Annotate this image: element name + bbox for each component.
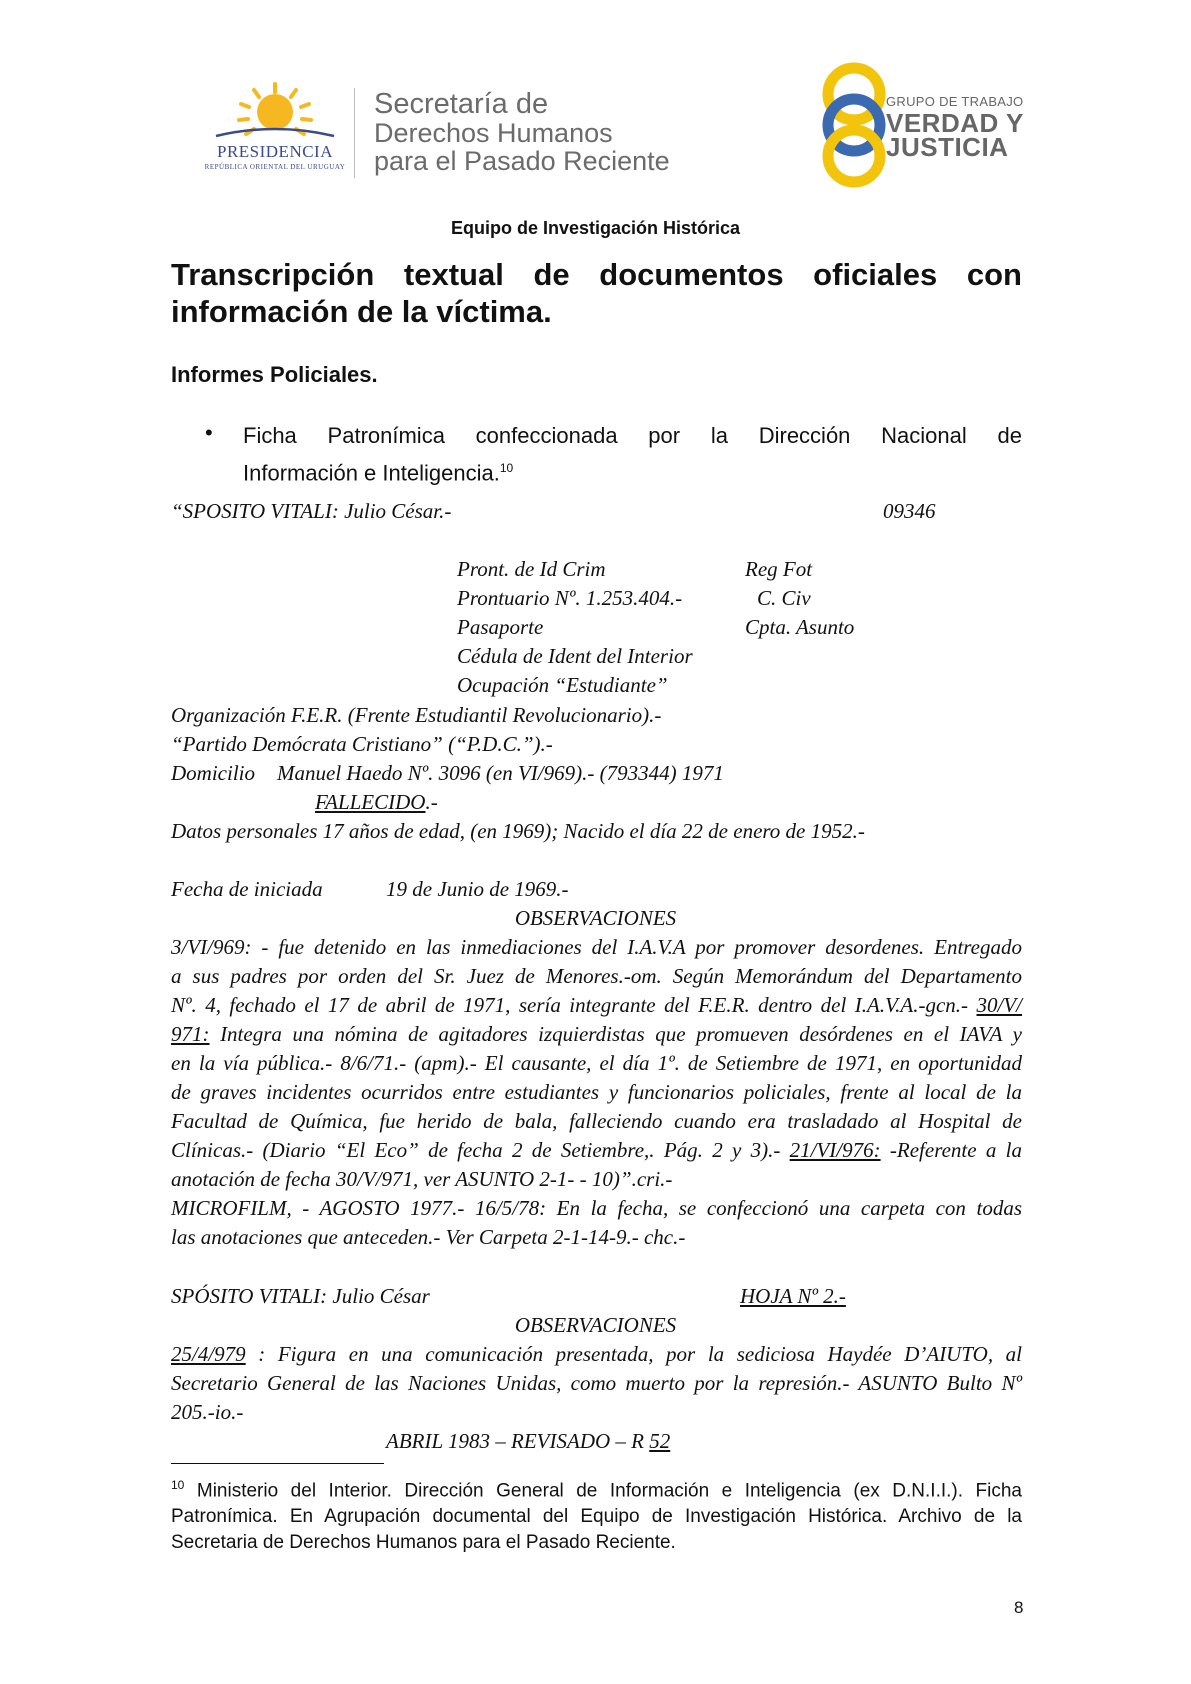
revisado-text: ABRIL 1983 – REVISADO – R (386, 1429, 644, 1453)
obs-line: MICROFILM, - AGOSTO 1977.- 16/5/78: En la fecha, se confeccionó una carpeta con todas (171, 1196, 1022, 1220)
doc-field: Prontuario Nº. 1.253.404.- (457, 586, 683, 610)
obs-line (171, 1020, 1022, 1049)
doc-datos: Datos personales 17 años de edad, (en 1969); Nacido el día 22 de enero de 1952.- (171, 819, 865, 843)
obs-line (171, 1136, 1022, 1165)
doc-field: Pront. de Id Crim (457, 557, 606, 581)
obs-date: 25/4/979 (171, 1342, 246, 1366)
doc-observaciones-2 (171, 1340, 1022, 1427)
sun-icon (239, 84, 311, 134)
doc-hoja-number: HOJA Nº 2.- (740, 1284, 846, 1308)
secretaria-line-2: Derechos Humanos (374, 118, 613, 148)
page-title (171, 256, 1022, 330)
bullet-text (243, 420, 1022, 489)
obs-line: Facultad de Química, fue herido de bala, falleciendo cuando era trasladado al Hospital de (171, 1109, 1022, 1133)
bullet-line-2: Información e Inteligencia. (243, 460, 500, 486)
secretaria-line-3: para el Pasado Reciente (374, 146, 670, 176)
doc-domicilio-value: Manuel Haedo Nº. 3096 (en VI/969).- (793344) 1971 (277, 761, 724, 785)
obs-line: las anotaciones que anteceden.- Ver Carpeta 2-1-14-9.- chc.- (171, 1225, 686, 1249)
bullet-line-1: Ficha Patronímica confeccionada por la Dirección Nacional de (243, 423, 1022, 448)
obs-line: Secretario General de las Naciones Unidas, como muerto por la represión.- ASUNTO Bulto Nº (171, 1371, 1022, 1395)
obs-segment: Integra una nómina de agitadores izquierdistas que promueven desórdenes en el IAVA y (209, 1022, 1022, 1046)
logo-divider (354, 88, 355, 178)
doc-revisado (386, 1427, 670, 1456)
obs-line: 205.-io.- (171, 1400, 244, 1424)
doc-observaciones-heading-2: OBSERVACIONES (514, 1313, 677, 1337)
obs-line: en la vía pública.- 8/6/71.- (apm).- El causante, el día 1º. de Setiembre de 1971, en oportunidad (171, 1051, 1022, 1075)
grupo-label: GRUPO DE TRABAJO (886, 94, 1024, 109)
presidencia-subtitle: REPÚBLICA ORIENTAL DEL URUGUAY (204, 163, 346, 171)
obs-segment: Clínicas.- (Diario “El Eco” de fecha 2 de Setiembre,. Pág. 2 y 3).- (171, 1138, 781, 1162)
revisado-number: 52 (649, 1429, 671, 1453)
obs-line (171, 991, 1022, 1020)
secretaria-line-1: Secretaría de (374, 88, 549, 120)
footnote-ref: 10 (499, 461, 514, 475)
fallecido-suffix: .- (425, 790, 438, 814)
page-number: 8 (1014, 1598, 1024, 1617)
title-line-2: información de la víctima. (171, 294, 552, 329)
obs-segment: : Figura en una comunicación presentada, por la sediciosa Haydée D’AIUTO, al (258, 1342, 1022, 1366)
doc-hoja-name: SPÓSITO VITALI: Julio César (171, 1284, 430, 1308)
title-line-1: Transcripción textual de documentos oficiales con (171, 257, 1022, 292)
interlocking-rings-icon (810, 60, 898, 190)
team-heading: Equipo de Investigación Histórica (450, 218, 741, 238)
bullet-marker: • (205, 420, 213, 445)
obs-line: a sus padres por orden del Sr. Juez de Menores.-om. Según Memorándum del Departamento (171, 964, 1022, 988)
doc-field: Pasaporte (457, 615, 544, 639)
doc-field: Ocupación “Estudiante” (457, 673, 668, 697)
grupo-name-line-1: VERDAD Y (886, 108, 1024, 138)
obs-date: 971: (171, 1022, 210, 1046)
obs-line: 3/VI/969: - fue detenido en las inmediaciones del I.A.V.A por promover desordenes. Entregado (171, 935, 1022, 959)
grupo-name-line-2: JUSTICIA (886, 132, 1009, 162)
doc-field: Cédula de Ident del Interior (457, 644, 693, 668)
doc-name-line: “SPOSITO VITALI: Julio César.- (171, 499, 452, 523)
doc-fecha-value: 19 de Junio de 1969.- (386, 877, 569, 901)
doc-field: C. Civ (757, 586, 811, 610)
doc-left-fields (457, 555, 693, 700)
doc-observaciones-1 (171, 933, 1022, 1252)
footnote-number: 10 (171, 1478, 185, 1492)
doc-field: Reg Fot (745, 557, 813, 581)
footnote-text: Ministerio del Interior. Dirección General de Información e Inteligencia (ex D.N.I.I.). Ficha Patronímica. En Agrupación documental del Equipo de Investigación Histórica. Archivo de la Secretaria de Derechos Humanos para el Pasado Reciente. (171, 1480, 1022, 1554)
doc-org-2: “Partido Demócrata Cristiano” (“P.D.C.”).- (171, 732, 553, 756)
doc-file-number: 09346 (883, 499, 936, 523)
section-subtitle: Informes Policiales. (171, 362, 378, 387)
doc-field: Cpta. Asunto (745, 615, 855, 639)
doc-observaciones-heading: OBSERVACIONES (514, 906, 677, 930)
doc-fecha-label: Fecha de iniciada (171, 877, 323, 901)
presidencia-name: PRESIDENCIA (216, 142, 333, 161)
footnote-rule (171, 1463, 384, 1464)
obs-line (171, 1340, 1022, 1369)
obs-segment: -Referente a la (880, 1138, 1022, 1162)
obs-date: 21/VI/976: (789, 1138, 881, 1162)
obs-line: de graves incidentes ocurridos entre estudiantes y funcionarios policiales, frente al local de la (171, 1080, 1022, 1104)
doc-fallecido (315, 788, 438, 817)
obs-segment: Nº. 4, fechado el 17 de abril de 1971, sería integrante del F.E.R. dentro del I.A.V.A.-gcn.- (171, 993, 969, 1017)
fallecido-text: FALLECIDO (315, 790, 426, 814)
doc-domicilio-label: Domicilio (171, 761, 255, 785)
doc-org-1: Organización F.E.R. (Frente Estudiantil Revolucionario).- (171, 703, 662, 727)
obs-date: 30/V/ (976, 993, 1022, 1017)
footnote (171, 1472, 1022, 1556)
obs-line: anotación de fecha 30/V/971, ver ASUNTO 2-1- - 10)”.cri.- (171, 1167, 673, 1191)
